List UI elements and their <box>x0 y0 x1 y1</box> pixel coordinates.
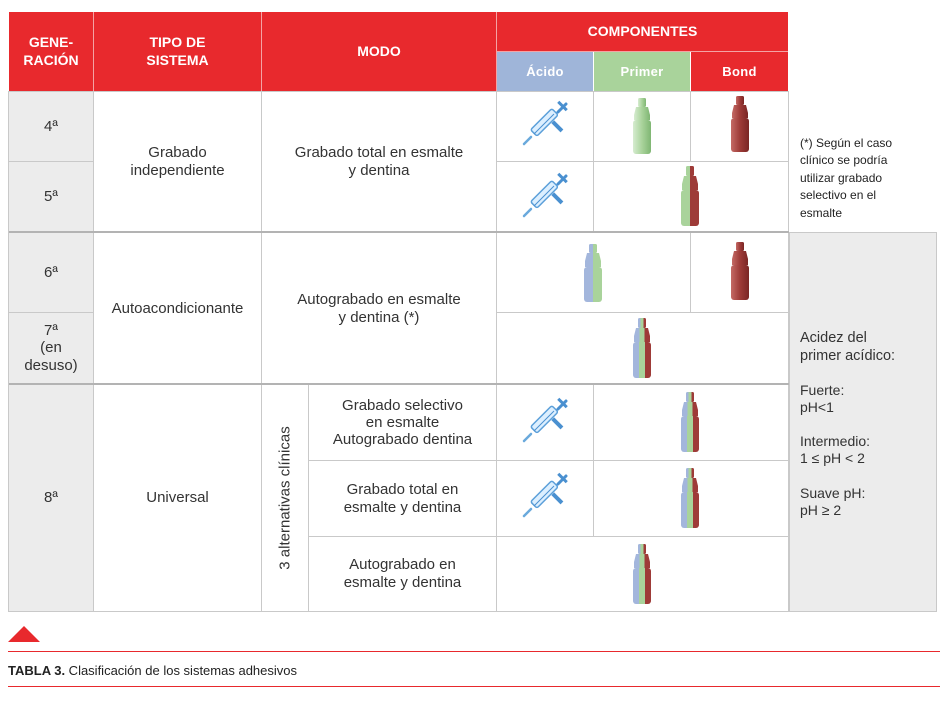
acidez-suave-label: Suave pH: <box>800 485 866 501</box>
grid-line <box>497 312 788 313</box>
syringe-icon <box>522 397 568 443</box>
primer-bond-bottle-icon <box>679 166 701 226</box>
modo-8-grabado-total: Grabado total en esmalte y dentina <box>343 480 462 516</box>
grid-line <box>261 91 262 611</box>
grid-line <box>308 385 309 611</box>
gen-6: 6ª <box>44 263 58 281</box>
table-border <box>8 91 789 612</box>
grid-line <box>93 91 94 611</box>
header-modo: MODO <box>262 12 496 91</box>
gen-5: 5ª <box>44 188 58 205</box>
footer-line-bottom <box>8 686 940 687</box>
syringe-icon <box>522 100 568 146</box>
header-primer: Primer <box>594 52 690 91</box>
group-divider <box>9 383 789 385</box>
caption-label: TABLA 3. <box>8 663 66 678</box>
header-componentes: COMPONENTES <box>497 12 788 51</box>
grid-line <box>9 161 93 162</box>
gen-7: 7ª (en desuso) <box>24 322 78 374</box>
all-in-one-bottle-icon <box>631 544 653 604</box>
tipo-universal: Universal <box>146 489 209 506</box>
acidez-intermedio-value: 1 ≤ pH < 2 <box>800 450 865 466</box>
all-in-one-bottle-icon <box>679 392 701 452</box>
bond-bottle-icon <box>729 242 751 300</box>
grid-line <box>690 233 691 312</box>
header-bond: Bond <box>691 52 788 91</box>
primer-bottle-icon <box>631 98 653 154</box>
grid-line <box>497 161 788 162</box>
asterisk-note: (*) Según el caso clínico se podría utilizar grabado selectivo en el esmalte <box>800 136 893 220</box>
header-divider <box>497 51 788 52</box>
acidez-intermedio-label: Intermedio: <box>800 433 871 449</box>
acidez-suave-value: pH ≥ 2 <box>800 502 842 518</box>
acidez-panel <box>789 232 937 612</box>
acidez-fuerte-label: Fuerte: <box>800 382 845 398</box>
grid-line <box>690 91 691 161</box>
group-divider <box>9 231 789 233</box>
all-in-one-bottle-icon <box>679 468 701 528</box>
modo-8-grabado-selectivo: Grabado selectivo en esmalte Autograbado dentina <box>332 396 473 449</box>
tipo-autoacondicionante: Autoacondicionante <box>111 299 244 317</box>
syringe-icon <box>522 472 568 518</box>
syringe-icon <box>522 172 568 218</box>
caption-text: Clasificación de los sistemas adhesivos <box>65 663 297 678</box>
header-divider <box>261 12 262 91</box>
acidez-fuerte-value: pH<1 <box>800 399 834 415</box>
alternativas-label: 3 alternativas clínicas <box>276 426 294 570</box>
header-tipo-sistema: TIPO DE SISTEMA <box>94 12 261 91</box>
gen-4: 4ª <box>44 117 58 135</box>
header-acido: Ácido <box>497 52 593 91</box>
grid-line <box>496 91 497 611</box>
acido-primer-bottle-icon <box>582 244 604 302</box>
header-divider <box>93 12 94 91</box>
grid-line <box>309 536 788 537</box>
modo-8-autograbado: Autograbado en esmalte y dentina <box>343 556 462 591</box>
footer-line-top <box>8 651 940 652</box>
gen-8: 8ª <box>44 489 58 506</box>
tipo-grabado-independiente: Grabado independiente <box>130 143 225 179</box>
all-in-one-bottle-icon <box>631 318 653 378</box>
acidez-title: Acidez del primer acídico: <box>800 330 896 365</box>
modo-grabado-total: Grabado total en esmalte y dentina <box>294 143 464 179</box>
grid-line <box>309 460 788 461</box>
table-caption <box>8 663 297 678</box>
triangle-icon <box>8 626 40 642</box>
header-generacion: GENE- RACIÓN <box>9 12 93 91</box>
bond-bottle-icon <box>729 96 751 152</box>
grid-line <box>9 312 93 313</box>
modo-autograbado: Autograbado en esmalte y dentina (*) <box>297 290 461 326</box>
